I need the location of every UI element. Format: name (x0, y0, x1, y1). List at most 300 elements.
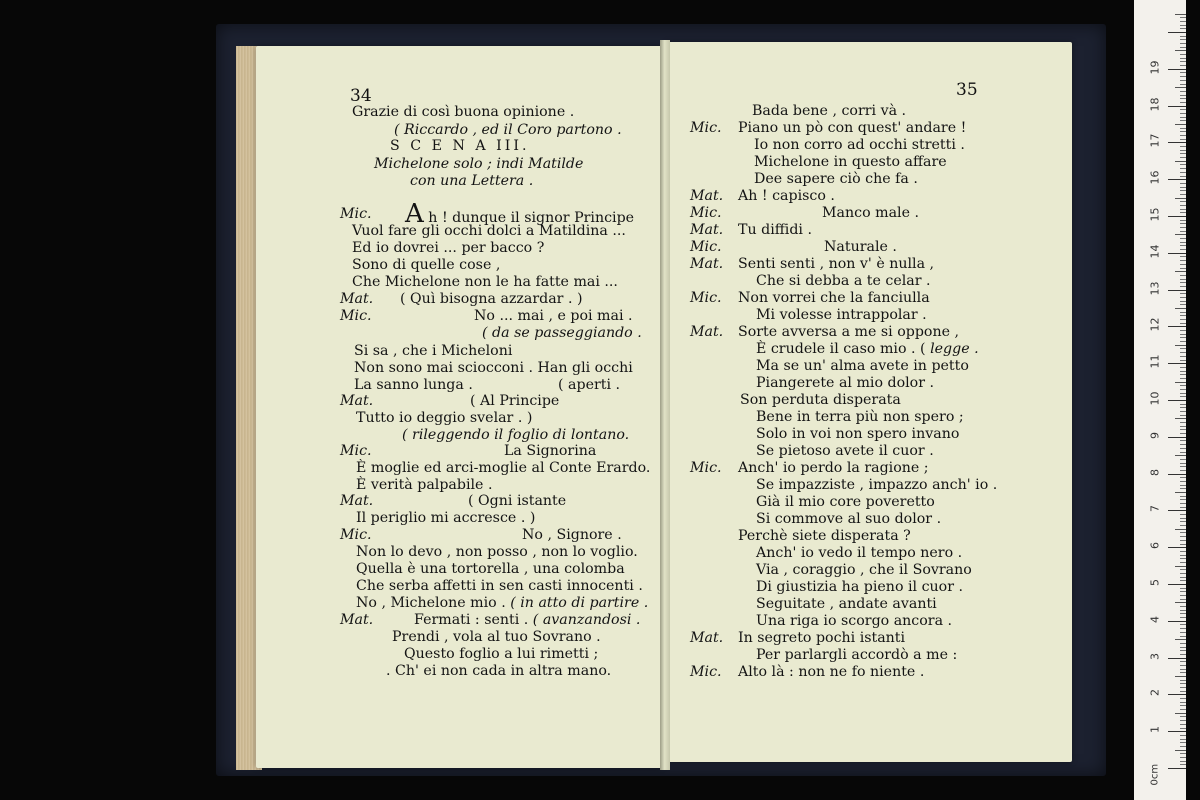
ruler-tick (1175, 87, 1186, 88)
ruler-tick (1168, 326, 1186, 327)
right-text-line: Dee sapere ciò che fa . (754, 171, 918, 187)
ruler-tick (1180, 21, 1186, 22)
ruler-tick (1180, 540, 1186, 541)
left-speaker-label: Mic. (340, 308, 372, 324)
ruler-tick (1175, 455, 1186, 456)
ruler-tick (1180, 223, 1186, 224)
ruler-tick (1180, 518, 1186, 519)
ruler-tick (1180, 17, 1186, 18)
ruler-tick (1180, 728, 1186, 729)
ruler-tick (1180, 146, 1186, 147)
right-speaker-label: Mat. (690, 324, 724, 340)
ruler-tick (1180, 164, 1186, 165)
ruler-tick (1168, 437, 1186, 438)
ruler-tick (1168, 547, 1186, 548)
ruler-tick (1168, 179, 1186, 180)
ruler-tick (1175, 639, 1186, 640)
ruler-tick (1180, 367, 1186, 368)
ruler-tick (1180, 610, 1186, 611)
right-text-line: Mi volesse intrappolar . (756, 307, 927, 323)
ruler-number: 6 (1148, 542, 1162, 550)
ruler-tick (1168, 621, 1186, 622)
right-text-line: Perchè siete disperata ? (738, 528, 911, 544)
ruler-tick (1180, 393, 1186, 394)
ruler-tick (1180, 764, 1186, 765)
ruler-tick (1180, 470, 1186, 471)
ruler-tick (1175, 418, 1186, 419)
ruler-tick (1180, 396, 1186, 397)
ruler-tick (1180, 683, 1186, 684)
ruler-tick (1180, 371, 1186, 372)
ruler-tick (1175, 124, 1186, 125)
left-speaker-label: Mic. (340, 206, 372, 222)
left-text-line: Non lo devo , non posso , non lo voglio. (356, 544, 638, 560)
right-speaker-label: Mic. (690, 460, 722, 476)
right-text-line: Alto là : non ne fo niente . (738, 664, 925, 680)
ruler-tick (1180, 429, 1186, 430)
ruler-tick (1180, 488, 1186, 489)
right-text-line: Naturale . (824, 239, 897, 255)
left-text-line: Sono di quelle cose , (352, 257, 501, 273)
left-text-line: Ed io dovrei ... per bacco ? (352, 240, 545, 256)
ruler-tick (1180, 76, 1186, 77)
ruler-tick (1180, 606, 1186, 607)
ruler-tick (1180, 212, 1186, 213)
ruler-number: 13 (1148, 281, 1162, 296)
left-text-line: No , Signore . (522, 527, 622, 543)
right-text-line: Di giustizia ha pieno il cuor . (756, 579, 964, 595)
ruler-tick (1180, 595, 1186, 596)
right-speaker-label: Mat. (690, 222, 724, 238)
ruler-tick (1180, 201, 1186, 202)
right-text-line: Anch' io vedo il tempo nero . (756, 545, 963, 561)
ruler-number: 5 (1148, 579, 1162, 586)
ruler-tick (1180, 268, 1186, 269)
ruler-tick (1180, 80, 1186, 81)
left-text-line: ( Riccardo , ed il Coro partono . (394, 122, 622, 138)
ruler-tick (1180, 496, 1186, 497)
right-page-number: 35 (956, 80, 978, 100)
right-text-line: Seguitate , andate avanti (756, 596, 937, 612)
ruler-tick (1180, 632, 1186, 633)
ruler-tick (1180, 739, 1186, 740)
right-text-line: Michelone in questo affare (754, 154, 947, 170)
ruler-tick (1180, 61, 1186, 62)
ruler-tick (1180, 452, 1186, 453)
ruler-tick (1180, 591, 1186, 592)
ruler-tick (1180, 157, 1186, 158)
left-text-line: Non sono mai sciocconi . Han gli occhi (354, 360, 633, 376)
ruler-tick (1180, 507, 1186, 508)
ruler-tick (1180, 525, 1186, 526)
right-text-line: Bene in terra più non spero ; (756, 409, 964, 425)
ruler-tick (1180, 680, 1186, 681)
ruler-tick (1180, 577, 1186, 578)
ruler-tick (1180, 378, 1186, 379)
ruler-tick (1180, 691, 1186, 692)
book-gutter (660, 40, 670, 770)
ruler-tick (1180, 47, 1186, 48)
ruler-tick (1180, 153, 1186, 154)
ruler-tick (1180, 242, 1186, 243)
ruler-tick (1180, 260, 1186, 261)
ruler-tick (1180, 264, 1186, 265)
left-text-line: ( Al Principe (470, 393, 560, 409)
left-speaker-label: Mic. (340, 443, 372, 459)
ruler-tick (1180, 440, 1186, 441)
right-speaker-label: Mat. (690, 188, 724, 204)
ruler-tick (1180, 669, 1186, 670)
left-text-line: È verità palpabile . (356, 477, 493, 493)
ruler-tick (1168, 216, 1186, 217)
ruler-tick (1175, 271, 1186, 272)
ruler-tick (1180, 304, 1186, 305)
ruler-tick (1180, 135, 1186, 136)
left-text-line: Questo foglio a lui rimetti ; (404, 646, 599, 662)
left-text-line (414, 612, 640, 629)
ruler-tick (1180, 84, 1186, 85)
line-text: No , Michelone mio . (356, 595, 511, 611)
ruler-tick (1180, 544, 1186, 545)
ruler-tick (1180, 617, 1186, 618)
ruler-number: 9 (1148, 431, 1162, 439)
ruler-tick (1168, 694, 1186, 695)
right-speaker-label: Mic. (690, 664, 722, 680)
right-text-line: Manco male . (822, 205, 919, 221)
ruler-tick (1180, 411, 1186, 412)
ruler-tick (1180, 113, 1186, 114)
ruler-tick (1180, 139, 1186, 140)
left-speaker-label: Mat. (340, 393, 374, 409)
ruler-number: 1 (1148, 726, 1162, 734)
ruler-tick (1180, 98, 1186, 99)
ruler-tick (1168, 363, 1186, 364)
ruler-tick (1175, 14, 1186, 15)
left-text-line: La sanno lunga . (354, 377, 473, 393)
right-text-line: Bada bene , corri và . (752, 103, 907, 119)
ruler-tick (1175, 676, 1186, 677)
ruler-tick (1180, 150, 1186, 151)
ruler-number: 2 (1148, 689, 1162, 697)
stage-direction: legge . (930, 341, 979, 357)
ruler-tick (1180, 36, 1186, 37)
right-text-line: Piangerete al mio dolor . (756, 375, 934, 391)
ruler-tick (1180, 463, 1186, 464)
ruler-tick (1180, 702, 1186, 703)
stage-direction: ( in atto di partire . (510, 595, 649, 611)
ruler-tick (1180, 624, 1186, 625)
ruler-tick (1180, 293, 1186, 294)
ruler-tick (1180, 279, 1186, 280)
ruler-tick (1180, 168, 1186, 169)
ruler-tick (1180, 705, 1186, 706)
ruler-tick (1180, 352, 1186, 353)
ruler-tick (1180, 716, 1186, 717)
ruler-tick (1175, 345, 1186, 346)
line-text: h ! dunque il signor Principe (423, 210, 635, 226)
stage-direction: ( avanzandosi . (532, 612, 641, 628)
ruler-tick (1180, 194, 1186, 195)
right-text-line: Son perduta disperata (740, 392, 901, 408)
ruler-tick (1180, 444, 1186, 445)
ruler-tick (1180, 636, 1186, 637)
ruler-tick (1175, 161, 1186, 162)
ruler-tick (1168, 658, 1186, 659)
ruler-tick (1180, 131, 1186, 132)
ruler-tick (1180, 190, 1186, 191)
right-text-line: Che si debba a te celar . (756, 273, 931, 289)
ruler-tick (1180, 128, 1186, 129)
left-text-line: Tutto io deggio svelar . ) (356, 410, 533, 426)
ruler-tick (1168, 253, 1186, 254)
right-speaker-label: Mic. (690, 120, 722, 136)
right-text-line: Tu diffidi . (738, 222, 812, 238)
ruler-tick (1180, 562, 1186, 563)
ruler-number: 15 (1148, 207, 1162, 222)
right-speaker-label: Mic. (690, 205, 722, 221)
left-text-line: ( aperti . (558, 377, 621, 393)
ruler-tick (1180, 753, 1186, 754)
ruler-tick (1180, 757, 1186, 758)
ruler-tick (1175, 198, 1186, 199)
right-text-line: Ah ! capisco . (738, 188, 835, 204)
ruler-tick (1168, 69, 1186, 70)
ruler-number: 16 (1148, 170, 1162, 185)
ruler-tick (1180, 650, 1186, 651)
right-text-line: Una riga io scorgo ancora . (756, 613, 953, 629)
ruler-tick (1180, 415, 1186, 416)
ruler-tick (1180, 117, 1186, 118)
drop-cap: A (405, 199, 424, 229)
right-text-line: Se pietoso avete il cuor . (756, 443, 934, 459)
ruler-number: 17 (1148, 133, 1162, 148)
ruler-tick (1180, 172, 1186, 173)
ruler-tick (1180, 323, 1186, 324)
ruler-tick (1180, 499, 1186, 500)
ruler-tick (1180, 95, 1186, 96)
ruler-tick (1180, 481, 1186, 482)
left-text-line: ( da se passeggiando . (482, 325, 642, 341)
left-text-line: Michelone solo ; indi Matilde (374, 156, 584, 172)
ruler-tick (1180, 742, 1186, 743)
left-speaker-label: Mic. (340, 527, 372, 543)
ruler-tick (1180, 334, 1186, 335)
ruler-tick (1180, 514, 1186, 515)
ruler-tick (1180, 256, 1186, 257)
ruler-tick (1180, 724, 1186, 725)
right-speaker-label: Mic. (690, 239, 722, 255)
ruler-tick (1168, 290, 1186, 291)
ruler-tick (1180, 665, 1186, 666)
ruler-tick (1180, 330, 1186, 331)
ruler-number: 11 (1148, 354, 1162, 369)
ruler-tick (1180, 613, 1186, 614)
ruler-tick (1175, 492, 1186, 493)
ruler-tick (1180, 521, 1186, 522)
ruler-tick (1168, 32, 1186, 33)
ruler-tick (1175, 602, 1186, 603)
left-text-line: . Ch' ei non cada in altra mano. (386, 663, 612, 679)
ruler-tick (1180, 337, 1186, 338)
right-text-line: Anch' io perdo la ragione ; (738, 460, 929, 476)
ruler-tick (1180, 312, 1186, 313)
right-text-line: Solo in voi non spero invano (756, 426, 960, 442)
ruler-tick (1168, 584, 1186, 585)
ruler-tick (1180, 573, 1186, 574)
ruler-tick (1180, 588, 1186, 589)
left-speaker-label: Mat. (340, 493, 374, 509)
right-text-line: Sorte avversa a me si oppone , (738, 324, 960, 340)
ruler-tick (1180, 65, 1186, 66)
ruler-number: 14 (1148, 244, 1162, 259)
ruler-tick (1175, 713, 1186, 714)
right-text-line: Si commove al suo dolor . (756, 511, 942, 527)
ruler-tick (1180, 286, 1186, 287)
ruler-number: 8 (1148, 468, 1162, 476)
ruler-number: 12 (1148, 317, 1162, 332)
line-text: Fermati : senti . (414, 612, 533, 628)
ruler-tick (1168, 106, 1186, 107)
ruler-tick (1180, 43, 1186, 44)
ruler-tick (1180, 503, 1186, 504)
ruler-tick (1180, 183, 1186, 184)
ruler-tick (1180, 466, 1186, 467)
ruler-tick (1180, 231, 1186, 232)
ruler-tick (1180, 374, 1186, 375)
ruler-tick (1180, 599, 1186, 600)
left-text-line: Grazie di così buona opinione . (352, 104, 575, 120)
ruler-tick (1180, 176, 1186, 177)
ruler-tick (1175, 566, 1186, 567)
ruler-tick (1180, 426, 1186, 427)
ruler-tick (1180, 385, 1186, 386)
line-text: È crudele il caso mio . ( (756, 341, 931, 357)
ruler-tick (1168, 731, 1186, 732)
left-text-line: Si sa , che i Micheloni (354, 343, 513, 359)
ruler-tick (1180, 687, 1186, 688)
ruler-tick (1180, 39, 1186, 40)
ruler-tick (1180, 698, 1186, 699)
ruler-tick (1180, 315, 1186, 316)
ruler-tick (1180, 746, 1186, 747)
ruler-number: 18 (1148, 97, 1162, 112)
right-text-line: Io non corro ad occhi stretti . (754, 137, 965, 153)
ruler-tick (1180, 72, 1186, 73)
ruler-number: 4 (1148, 615, 1162, 623)
ruler-tick (1180, 558, 1186, 559)
ruler-tick (1180, 477, 1186, 478)
right-text-line: Senti senti , non v' è nulla , (738, 256, 935, 272)
left-text-line: La Signorina (504, 443, 597, 459)
ruler-tick (1180, 249, 1186, 250)
ruler-tick (1180, 672, 1186, 673)
ruler-tick (1175, 50, 1186, 51)
ruler-tick (1168, 400, 1186, 401)
ruler-tick (1180, 102, 1186, 103)
ruler-tick (1180, 404, 1186, 405)
ruler-tick (1180, 120, 1186, 121)
ruler-tick (1180, 569, 1186, 570)
left-text-line (356, 595, 648, 612)
ruler-tick (1180, 407, 1186, 408)
ruler-tick (1175, 750, 1186, 751)
ruler-tick (1180, 643, 1186, 644)
ruler-tick (1180, 709, 1186, 710)
ruler-tick (1180, 761, 1186, 762)
ruler-number: 7 (1148, 505, 1162, 513)
ruler-number: 10 (1148, 391, 1162, 406)
ruler-tick (1180, 238, 1186, 239)
ruler-tick (1180, 536, 1186, 537)
ruler-tick (1180, 54, 1186, 55)
ruler-number: 19 (1148, 60, 1162, 75)
ruler-tick (1180, 389, 1186, 390)
left-text-line: Che serba affetti in sen casti innocenti . (356, 578, 643, 594)
left-text-line: È moglie ed arci-moglie al Conte Erardo. (356, 460, 651, 476)
right-text-line: Ma se un' alma avete in petto (756, 358, 969, 374)
ruler-tick (1180, 91, 1186, 92)
left-speaker-label: Mat. (340, 291, 374, 307)
ruler-tick (1175, 382, 1186, 383)
ruler-tick (1180, 661, 1186, 662)
ruler-tick (1168, 510, 1186, 511)
ruler-tick (1180, 735, 1186, 736)
ruler-tick (1180, 28, 1186, 29)
ruler-tick (1180, 485, 1186, 486)
ruler-tick (1180, 628, 1186, 629)
ruler-tick (1180, 654, 1186, 655)
right-text-line: In segreto pochi istanti (738, 630, 906, 646)
ruler-tick (1180, 319, 1186, 320)
ruler-tick (1175, 529, 1186, 530)
ruler-tick (1180, 245, 1186, 246)
ruler-tick (1180, 356, 1186, 357)
ruler-tick (1180, 532, 1186, 533)
ruler-tick (1180, 275, 1186, 276)
ruler-number: 3 (1148, 652, 1162, 660)
left-text-line: Vuol fare gli occhi dolci a Matildina ... (352, 223, 626, 239)
left-text-line: ( Ogni istante (468, 493, 567, 509)
ruler-tick (1180, 220, 1186, 221)
ruler-tick (1180, 647, 1186, 648)
ruler-tick (1180, 448, 1186, 449)
left-text-line: Prendi , vola al tuo Sovrano . (392, 629, 601, 645)
ruler-tick (1180, 282, 1186, 283)
ruler-tick (1180, 297, 1186, 298)
ruler-tick (1180, 205, 1186, 206)
ruler-tick (1180, 25, 1186, 26)
ruler-tick (1180, 580, 1186, 581)
ruler-tick (1180, 422, 1186, 423)
right-text-line: Piano un pò con quest' andare ! (738, 120, 967, 136)
left-text-line: Quella è una tortorella , una colomba (356, 561, 625, 577)
left-text-line: No ... mai , e poi mai . (474, 308, 633, 324)
ruler-tick (1180, 301, 1186, 302)
ruler-tick (1175, 308, 1186, 309)
right-text-line: Se impazziste , impazzo anch' io . (756, 477, 998, 493)
ruler-tick (1180, 555, 1186, 556)
right-speaker-label: Mat. (690, 256, 724, 272)
left-page-number: 34 (350, 86, 372, 106)
ruler-tick (1180, 720, 1186, 721)
ruler-tick (1180, 433, 1186, 434)
ruler-tick (1175, 234, 1186, 235)
left-text-line: Che Michelone non le ha fatte mai ... (352, 274, 618, 290)
left-speaker-label: Mat. (340, 612, 374, 628)
ruler-tick (1180, 187, 1186, 188)
right-text-line: Via , coraggio , che il Sovrano (756, 562, 972, 578)
ruler-tick (1180, 109, 1186, 110)
